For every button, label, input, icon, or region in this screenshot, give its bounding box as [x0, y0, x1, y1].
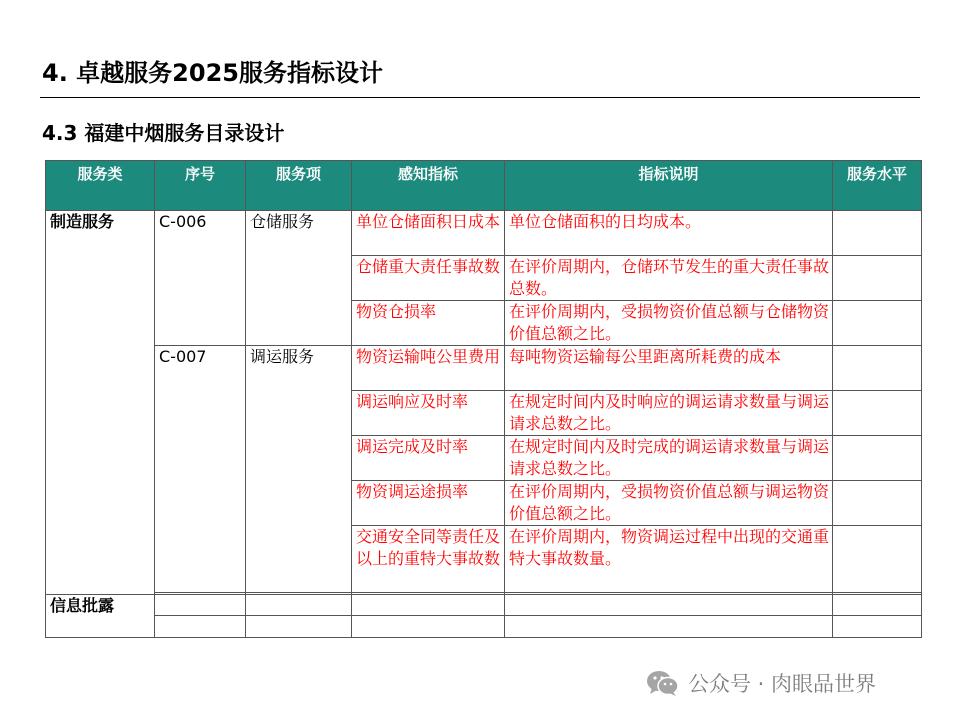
description-cell: 在规定时间内及时响应的调运请求数量与调运请求总数之比。: [505, 391, 833, 436]
service-item-cell: 仓储服务: [246, 211, 352, 346]
indicator-cell: 单位仓储面积日成本: [352, 211, 505, 256]
header-service-level: 服务水平: [833, 161, 922, 211]
table-row: [46, 346, 922, 391]
empty-cell: [505, 595, 833, 616]
service-level-cell: [833, 301, 922, 346]
table-row: [46, 595, 922, 616]
table-row: [46, 616, 922, 638]
empty-cell: [155, 616, 246, 638]
section-subtitle: 4.3 福建中烟服务目录设计: [42, 121, 285, 145]
header-serial-number: 序号: [155, 161, 246, 211]
empty-cell: [505, 616, 833, 638]
description-cell: 在评价周期内，受损物资价值总额与仓储物资价值总额之比。: [505, 301, 833, 346]
serial-cell: C-006: [155, 211, 246, 346]
empty-cell: [155, 595, 246, 616]
empty-cell: [833, 595, 922, 616]
service-level-cell: [833, 436, 922, 481]
indicator-cell: 物资运输吨公里费用: [352, 346, 505, 391]
service-catalog-table: [45, 160, 922, 638]
header-indicator-description: 指标说明: [505, 161, 833, 211]
service-level-cell: [833, 346, 922, 391]
page-title: 4. 卓越服务2025服务指标设计: [42, 59, 383, 87]
description-cell: 每吨物资运输每公里距离所耗费的成本: [505, 346, 833, 391]
description-cell: 在评价周期内，仓储环节发生的重大责任事故总数。: [505, 256, 833, 301]
indicator-cell: 仓储重大责任事故数: [352, 256, 505, 301]
empty-cell: [833, 616, 922, 638]
description-cell: 单位仓储面积的日均成本。: [505, 211, 833, 256]
service-level-cell: [833, 256, 922, 301]
category-cell: 信息批露: [46, 595, 155, 638]
service-level-cell: [833, 211, 922, 256]
empty-cell: [246, 595, 352, 616]
table-row: [46, 211, 922, 256]
wechat-icon: [646, 669, 680, 697]
indicator-cell: 调运响应及时率: [352, 391, 505, 436]
description-cell: 在评价周期内，物资调运过程中出现的交通重特大事故数量。: [505, 526, 833, 593]
service-level-cell: [833, 526, 922, 593]
indicator-cell: 交通安全同等责任及以上的重特大事故数: [352, 526, 505, 593]
watermark: [646, 668, 876, 698]
table-header-row: [46, 161, 922, 211]
description-cell: 在规定时间内及时完成的调运请求数量与调运请求总数之比。: [505, 436, 833, 481]
header-service-item: 服务项: [246, 161, 352, 211]
empty-cell: [352, 616, 505, 638]
category-cell: 制造服务: [46, 211, 155, 595]
header-service-category: 服务类: [46, 161, 155, 211]
service-level-cell: [833, 481, 922, 526]
indicator-cell: 物资调运途损率: [352, 481, 505, 526]
indicator-cell: 调运完成及时率: [352, 436, 505, 481]
empty-cell: [352, 595, 505, 616]
watermark-text: 公众号 · 肉眼品世界: [688, 672, 877, 696]
service-item-cell: 调运服务: [246, 346, 352, 593]
serial-cell: C-007: [155, 346, 246, 593]
empty-cell: [246, 616, 352, 638]
header-perception-indicator: 感知指标: [352, 161, 505, 211]
description-cell: 在评价周期内，受损物资价值总额与调运物资价值总额之比。: [505, 481, 833, 526]
indicator-cell: 物资仓损率: [352, 301, 505, 346]
service-level-cell: [833, 391, 922, 436]
title-divider: [40, 97, 920, 98]
